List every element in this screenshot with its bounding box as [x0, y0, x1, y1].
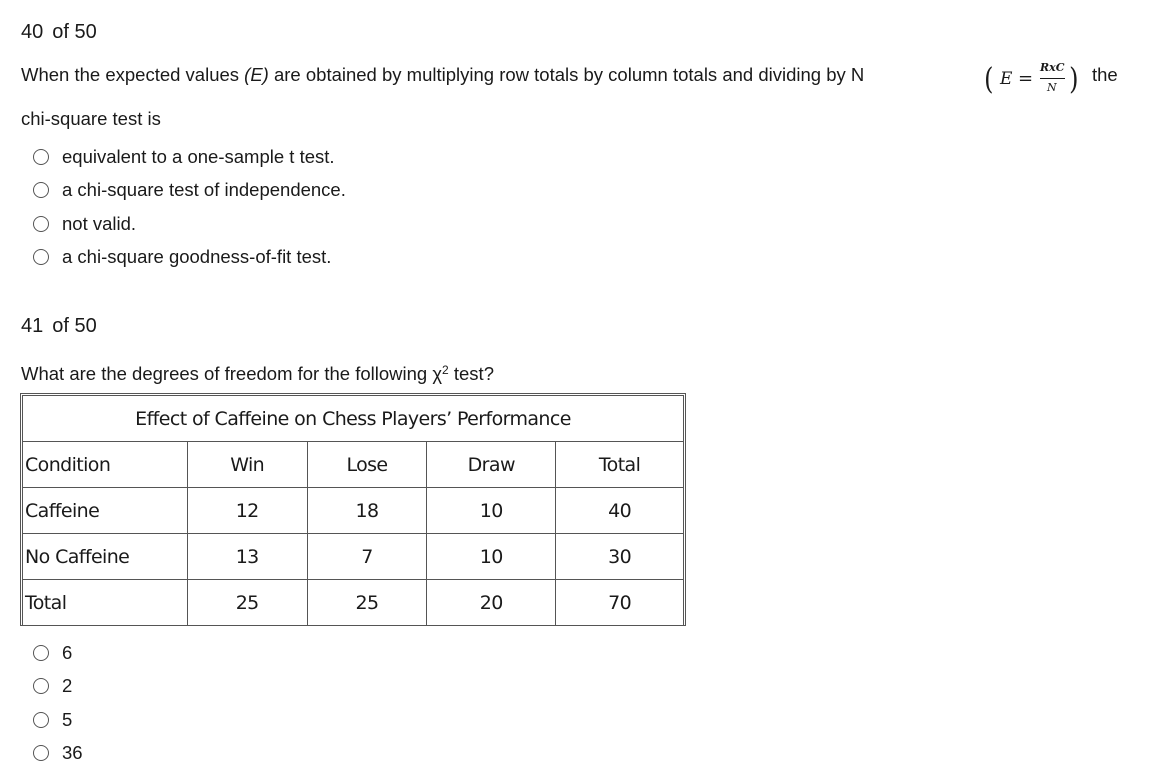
- formula-right-paren: ): [1069, 62, 1079, 97]
- answer-option[interactable]: [33, 636, 83, 670]
- answer-option[interactable]: [33, 207, 346, 241]
- table-cell: 30: [556, 534, 684, 580]
- option-label[interactable]: not valid.: [62, 212, 137, 234]
- expected-value-formula: [983, 60, 1083, 102]
- table-cell: 20: [427, 580, 556, 626]
- formula-left-paren: (: [984, 62, 994, 97]
- table-cell: 40: [556, 488, 684, 534]
- question-41-number: [21, 314, 97, 338]
- question-of-label: of 50: [52, 21, 97, 43]
- option-label[interactable]: a chi-square test of independence.: [62, 179, 346, 201]
- prompt-tail: the: [1092, 64, 1118, 85]
- answer-option[interactable]: [33, 703, 83, 737]
- question-number: 41: [21, 315, 44, 337]
- table-row: [23, 580, 684, 626]
- formula-lhs: E: [1000, 69, 1013, 89]
- question-41-prompt: [21, 359, 494, 385]
- column-header: Win: [187, 442, 307, 488]
- question-40-options: [33, 140, 346, 274]
- prompt-text-end: test?: [448, 363, 494, 384]
- formula-equals: =: [1018, 68, 1034, 89]
- caffeine-chess-table: [20, 393, 686, 626]
- prompt-superscript: 2: [442, 363, 449, 377]
- row-label: No Caffeine: [23, 534, 188, 580]
- table-cell: 10: [427, 534, 556, 580]
- formula-denominator: N: [1047, 81, 1057, 94]
- table-cell: 10: [427, 488, 556, 534]
- option-label[interactable]: 36: [62, 742, 83, 764]
- option-label[interactable]: 5: [62, 708, 73, 730]
- radio-button[interactable]: [33, 745, 49, 761]
- question-number: 40: [21, 21, 44, 43]
- question-40-prompt: [21, 64, 864, 86]
- radio-button[interactable]: [33, 182, 49, 198]
- question-41-options: [33, 636, 83, 770]
- prompt-italic: (E): [244, 64, 269, 85]
- formula-fraction-bar: [1040, 78, 1065, 79]
- answer-option[interactable]: [33, 737, 83, 771]
- prompt-line2: chi-square test is: [21, 108, 161, 129]
- prompt-text-after: are obtained by multiplying row totals by column totals and dividing by N: [268, 64, 865, 85]
- option-label[interactable]: equivalent to a one-sample t test.: [62, 145, 335, 167]
- option-label[interactable]: a chi-square goodness-of-fit test.: [62, 246, 332, 268]
- table-row: [23, 534, 684, 580]
- prompt-text: When the expected values: [21, 64, 245, 85]
- row-label: Total: [23, 580, 188, 626]
- row-label: Caffeine: [23, 488, 188, 534]
- radio-button[interactable]: [33, 678, 49, 694]
- table-row: [23, 488, 684, 534]
- answer-option[interactable]: [33, 241, 346, 275]
- column-header: Total: [556, 442, 684, 488]
- contingency-table: [22, 395, 684, 626]
- table-cell: 13: [187, 534, 307, 580]
- radio-button[interactable]: [33, 712, 49, 728]
- column-header: Draw: [427, 442, 556, 488]
- column-header: Condition: [23, 442, 188, 488]
- table-header-row: [23, 442, 684, 488]
- option-label[interactable]: 2: [62, 675, 73, 697]
- table-title: Effect of Caffeine on Chess Players’ Performance: [23, 396, 684, 442]
- table-cell: 70: [556, 580, 684, 626]
- formula-numerator: RxC: [1040, 61, 1065, 74]
- answer-option[interactable]: [33, 140, 346, 174]
- radio-button[interactable]: [33, 645, 49, 661]
- radio-button[interactable]: [33, 149, 49, 165]
- answer-option[interactable]: [33, 670, 83, 704]
- question-of-label: of 50: [52, 315, 97, 337]
- option-label[interactable]: 6: [62, 641, 73, 663]
- table-cell: 12: [187, 488, 307, 534]
- table-cell: 25: [187, 580, 307, 626]
- column-header: Lose: [307, 442, 427, 488]
- prompt-text: What are the degrees of freedom for the following χ: [21, 363, 443, 384]
- radio-button[interactable]: [33, 249, 49, 265]
- table-cell: 7: [307, 534, 427, 580]
- question-40-number: [21, 20, 97, 44]
- table-cell: 18: [307, 488, 427, 534]
- answer-option[interactable]: [33, 174, 346, 208]
- table-title-row: [23, 396, 684, 442]
- table-cell: 25: [307, 580, 427, 626]
- radio-button[interactable]: [33, 216, 49, 232]
